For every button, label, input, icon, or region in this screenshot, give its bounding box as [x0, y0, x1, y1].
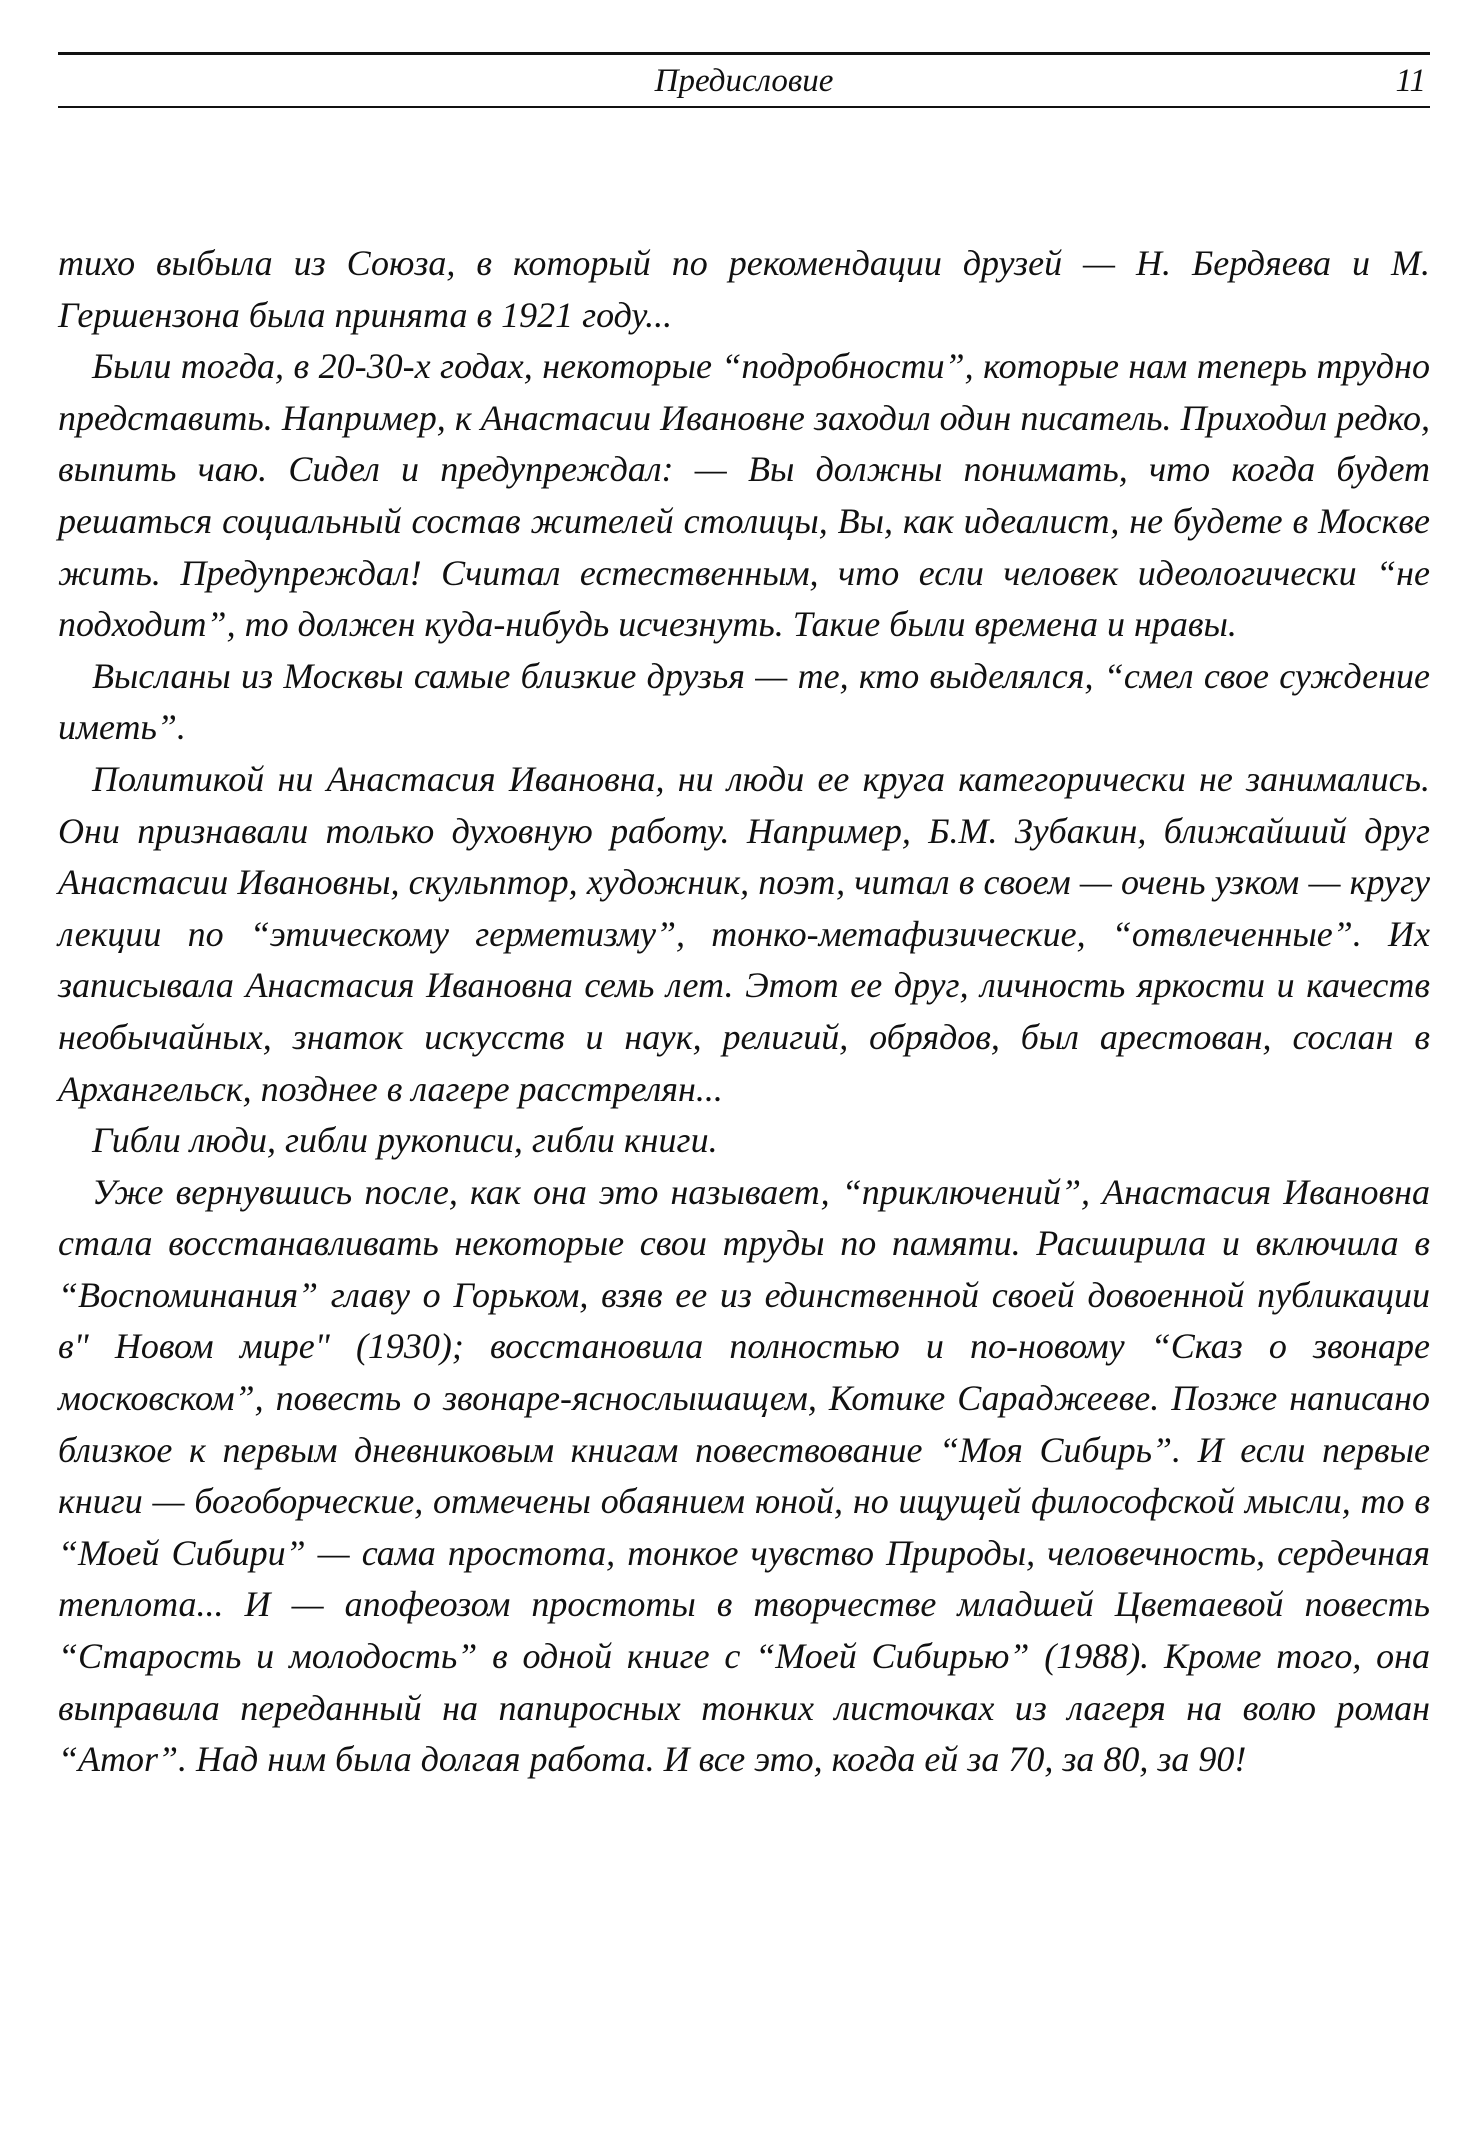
running-title: Предисловие — [654, 63, 834, 99]
page-header — [58, 52, 1430, 108]
paragraph: Высланы из Москвы самые близкие друзья — те, кто выделялся, “смел свое суждение иметь”. — [58, 655, 1430, 748]
paragraph: Были тогда, в 20-30-х годах, некоторые “подробности”, которые нам теперь трудно представить. Например, к Анастасии Ивановне заходил один писатель. Приходил редко, выпить чаю. Сидел и предупреждал: — Вы должны понимать, что когда будет решаться социальный состав жителей столицы, Вы, как идеалист, не будете в Москве жить. Предупреждал! Считал естественным, что если человек идеологически “не подходит”, то должен куда-нибудь исчезнуть. Такие были времена и нравы. — [58, 346, 1430, 645]
page-number: 11 — [1395, 63, 1426, 99]
paragraph-continuation: тихо выбыла из Союза, в который по рекомендации друзей — Н. Бердяева и М. Гершензона была принята в 1921 году... — [58, 243, 1430, 335]
paragraph: Гибли люди, гибли рукописи, гибли книги. — [92, 1120, 718, 1161]
paragraph: Политикой ни Анастасия Ивановна, ни люди ее круга категорически не занимались. Они признавали только духовную работу. Например, Б.М. Зубакин, ближайший друг Анастасии Ивановны, скульптор, художник, поэт, читал в своем — очень узком — кругу лекции по “этическому герметизму”, тонко-метафизические, “отвлеченные”. Их записывала Анастасия Ивановна семь лет. Этот ее друг, личность яркости и качеств необычайных, знаток искусств и наук, религий, обрядов, был арестован, сослан в Архангельск, позднее в лагере расстрелян... — [58, 758, 1430, 1109]
paragraph: Уже вернувшись после, как она это называет, “приключений”, Анастасия Ивановна стала восстанавливать некоторые свои труды по памяти. Расширила и включила в “Воспоминания” главу о Горьком, взяв ее из единственной своей довоенной публикации в" Новом мире" (1930); восстановила полностью и по-новому “Сказ о звонаре московском”, повесть о звонаре-яснослышащем, Котике Сараджееве. Позже написано близкое к первым дневниковым книгам повествование “Моя Сибирь”. И если первые книги — богоборческие, отмечены обаянием юной, но ищущей философской мысли, то в “Моей Сибири” — сама простота, тонкое чувство Природы, человечность, сердечная теплота... И — апофеозом простоты в творчестве младшей Цветаевой повесть “Старость и молодость” в одной книге с “Моей Сибирью” (1988). Кроме того, она выправила переданный на папиросных тонких листочках из лагеря на волю роман “Amor”. Над ним была долгая работа. И все это, когда ей за 70, за 80, за 90! — [58, 1171, 1430, 1780]
body-text — [58, 238, 1430, 1786]
